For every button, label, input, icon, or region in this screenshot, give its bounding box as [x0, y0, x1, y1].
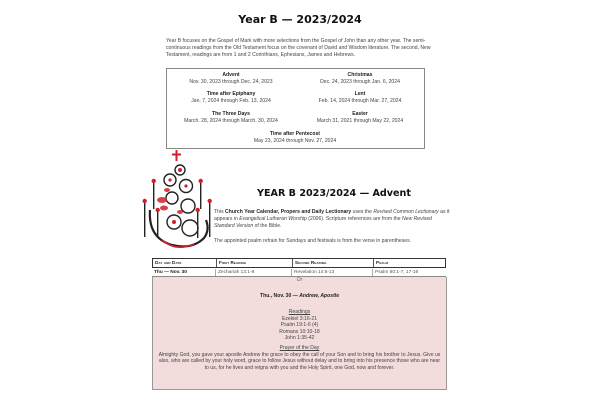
prayer-heading: Prayer of the Day	[279, 345, 320, 351]
reading-item: Ezekiel 3:16-21	[281, 315, 318, 322]
page-title-advent: YEAR B 2023/2024 — Advent	[257, 188, 411, 199]
season-dates: Nov. 30, 2023 through Dec. 24, 2023	[189, 78, 273, 85]
prayer-text: Almighty God, you gave your apostle Andrew the grace to obey the call of your Son and to bring his brother to Jesus. Give us also, who are called by your holy word, grace to follow Jesus without delay and to bring into his presence those who are near to us, for he lives and reigns with you and the Holy Spirit, one God, now and forever.	[158, 351, 441, 371]
cell-day-date: Thu — Nov. 30	[152, 269, 216, 277]
festival-name: Andrew, Apostle	[299, 293, 340, 299]
season-dates: May 23, 2024 through Nov. 27, 2024	[253, 137, 337, 144]
readings-heading: Readings	[288, 309, 311, 315]
festival-date: Thu., Nov. 30 —	[259, 293, 300, 299]
header-day-date: Day and Date	[153, 259, 217, 267]
season-name: Time after Pentecost	[269, 131, 320, 137]
header-first-reading: First Reading	[217, 259, 293, 267]
desc-text: uses the	[351, 209, 374, 215]
readings-list	[153, 316, 446, 342]
reading-item: John 1:35-42	[284, 335, 315, 341]
table-header-row	[152, 258, 446, 268]
season-three-days	[167, 111, 295, 124]
cell-second-reading: Revelation 14:6-13	[292, 269, 373, 277]
cell-first-reading: Zechariah 13:1-9	[216, 269, 292, 277]
season-name: Time after Epiphany	[206, 91, 256, 97]
or-separator: Or	[296, 277, 303, 283]
festival-section	[152, 277, 447, 390]
header-second-reading: Second Reading	[293, 259, 374, 267]
season-name: Christmas	[347, 72, 373, 78]
desc-italic: Revised Common Lectionary	[373, 209, 439, 215]
lectionary-description	[214, 209, 454, 230]
season-dates: March. 28, 2024 through March. 30, 2024	[184, 117, 278, 124]
church-tree-logo-icon	[142, 150, 214, 252]
desc-text: (2006). Scripture references are from the	[306, 215, 402, 222]
season-lent	[296, 91, 424, 104]
season-name: Lent	[354, 91, 366, 97]
season-dates: Dec. 24, 2023 through Jan. 6, 2024	[320, 78, 400, 85]
season-epiphany	[167, 91, 295, 104]
season-advent	[167, 72, 295, 85]
reading-item: Romans 10:10-18	[279, 328, 320, 335]
season-name: Easter	[352, 111, 368, 117]
festival-heading	[153, 293, 446, 300]
desc-text: of the Bible.	[253, 222, 282, 229]
season-christmas	[296, 72, 424, 85]
desc-bold-title: Church Year Calendar, Propers and Daily Lectionary	[225, 209, 352, 215]
desc-italic: Evangelical Lutheran Worship	[239, 215, 307, 222]
desc-text: as it appears in	[214, 209, 450, 222]
page-title-year-b: Year B — 2023/2024	[238, 13, 362, 26]
season-pentecost	[231, 131, 359, 144]
reading-item: Psalm 19:1-6 (4)	[280, 322, 319, 328]
season-dates: Jan. 7, 2024 through Feb. 13, 2024	[191, 97, 271, 104]
desc-text: This	[214, 209, 226, 215]
season-dates: Feb. 14, 2024 through Mar. 27, 2024	[318, 97, 402, 104]
season-name: The Three Days	[212, 111, 250, 117]
year-intro-text: Year B focuses on the Gospel of Mark with more selections from the Gospel of John than any other year. The semi-continuous readings from the Old Testament focus on the covenant of David and Wisdom literature. The second, New Testament, readings are from 1 and 2 Corinthians, Ephesians, James and Hebrews.	[166, 38, 431, 59]
season-name: Advent	[222, 72, 240, 78]
seasons-box	[166, 68, 425, 149]
psalm-refrain-note: The appointed psalm refrain for Sundays and festivals is from the verse in parentheses.	[214, 238, 412, 244]
header-psalm: Psalm	[376, 260, 389, 265]
cell-psalm: Psalm 80:1-7, 17-19	[375, 269, 419, 275]
desc-italic: New Revised Standard Version	[214, 215, 433, 229]
season-easter	[296, 111, 424, 124]
season-dates: March 31, 2021 through May 22, 2024	[316, 117, 404, 124]
